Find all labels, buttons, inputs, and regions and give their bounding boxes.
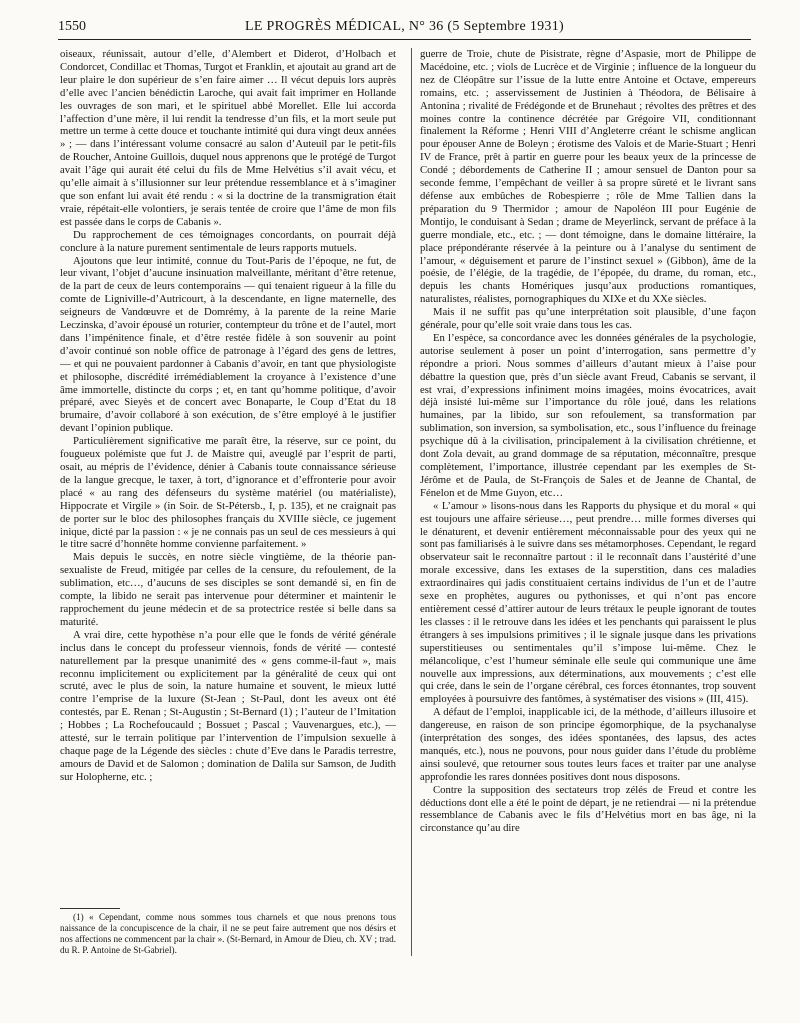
footnote-rule — [60, 908, 120, 909]
paragraph: guerre de Troie, chute de Pisistrate, règne d’Aspasie, mort de Philippe de Macédoine, etc. ; viols de Lucrèce et de Virginie ; influence de la longueur du nez de Cléopâtre sur l’issue de la lutte entre Antoine et Octave, empereurs romains, etc. ; asservissement de Justinien à Théodora, de Bélisaire à Antonina ; rivalité de Frédégonde et de Brunehaut ; révoltes des prêtres et des moines contre la continence décrétée par Grégoire VII, conditionnant finalement la Réforme ; Henri VIII d’Angleterre créant le schisme anglican pour épouser Anne de Boleyn ; érotisme des Valois et de Marie-Stuart ; Henri IV de France, prêt à partir en guerre pour les beaux yeux de la princesse de Condé ; débordements de Catherine II ; amour sensuel de Danton pour sa seconde femme, l’empêchant de veiller à sa propre sûreté et le livrant sans défense aux embûches de Robespierre ; rôle de Mme Tallien dans la préparation du 9 Thermidor ; amour de Napoléon III pour Eugénie de Montijo, le conduisant à Sedan ; drame de Meyerlinck, servant de préface à la guerre mondiale, etc., etc. ; — dont témoigne, dans le domaine littéraire, la place prépondérante réservée à la peinture ou à l’analyse du sentiment de l’amour, « déguisement et parure de l’instinct sexuel » (Gibbon), âme de la poésie, de l’élégie, de la tragédie, de l’épopée, du drame, du roman, etc., depuis les chants Homériques jusqu’aux productions romantiques, naturalistes, réalistes, pornographiques du XIXe et du XXe siècles. — [420, 48, 756, 306]
paragraph: Mais depuis le succès, en notre siècle vingtième, de la théorie pan-sexualiste de Freud, mitigée par celles de la censure, du refoulement, de la sublimation, etc…, d’aucuns de ses disciples se sont demandé si, en fin de compte, la libido ne serait pas intervenue pour déterminer et maintenir le rapprochement du jeune médecin et de sa protectrice restée si belle dans sa maturité. — [60, 551, 396, 628]
column-divider — [411, 48, 412, 956]
footnote — [60, 912, 396, 956]
left-column — [60, 48, 396, 1013]
paragraph: A défaut de l’emploi, inapplicable ici, de la méthode, d’ailleurs illusoire et dangereuse, en raison de son principe égomorphique, de la psychanalyse (interprétation des songes, des idées spontanées, des lapsus, des actes manqués, etc.), nous ne pouvons, pour nous guider dans l’étude du problème ainsi soulevé, que retourner sous toutes leurs faces et traiter par une analyse approfondie les rares données positives dont nous disposons. — [420, 706, 756, 783]
page-number: 1550 — [58, 19, 86, 34]
right-column — [420, 48, 756, 1013]
paragraph: oiseaux, réunissait, autour d’elle, d’Alembert et Diderot, d’Holbach et Condorcet, Condillac et Thomas, Turgot et Franklin, et ajoutait au grand art de leur plaire le don supérieur de s’en faire aimer … Il vécut depuis lors auprès d’elle avec l’ancien bénédictin Laroche, qui avait fait imprimer en Hollande les ouvrages de son mari, et le spirituel abbé Morellet. Elle lui accorda l’affection d’une mère, il lui rendit la tendresse d’un fils, et la mort seule put mettre un terme à cette douce et touchante intimité qui dura vingt deux années » ; — dans l’intéressant volume consacré au salon d’Auteuil par le petit-fils de Roucher, Antoine Guillois, duquel nous apprenons que le protégé de Turgot avait l’âge qui aurait été celui du fils de Mme Helvétius s’il avait vécu, et qu’elle aimait à s’illusionner sur leur prétendue ressemblance et à s’imaginer que son enfant lui avait été rendu : « si la doctrine de la transmigration était vraie, répétait-elle volontiers, je serais tentée de croire que l’âme de mon fils est passée dans le corps de Cabanis ». — [60, 48, 396, 228]
paragraph: Contre la supposition des sectateurs trop zélés de Freud et contre les déductions dont elle a été le point de départ, je ne retiendrai — ni la prétendue ressemblance de Cabanis avec le fils d’Helvétius mort en bas âge, ni la circonstance qu’au dire — [420, 783, 756, 835]
footnote-text: (1) « Cependant, comme nous sommes tous charnels et que nous prenons tous naissance de la concupiscence de la chair, il ne se peut faire autrement que nos désirs et nos affections ne commencent par la chair ». (St-Bernard, in Amour de Dieu, ch. XV ; trad. du R. P. Antoine de St-Gabriel). — [60, 912, 396, 955]
paragraph: Du rapprochement de ces témoignages concordants, on pourrait déjà conclure à la nature purement sentimentale de leurs rapports mutuels. — [60, 228, 396, 254]
page-header — [58, 19, 751, 40]
paragraph: A vrai dire, cette hypothèse n’a pour elle que le fonds de vérité générale inclus dans le concept du professeur viennois, fonds de vérité — contesté naturellement par la presque unanimité des « gens comme-il-faut », mais reconnu implicitement ou explicitement par la généralité de ceux qui ont scruté, avec le plus de soin, la nature humaine et souvent, le mieux lutté contre l’emprise de la luxure (St-Jean ; St-Paul, dont les aveux ont été contestés, par E. Renan ; St-Augustin ; St-Bernard (1) ; l’auteur de l’Imitation ; Hobbes ; La Rochefoucauld ; Bossuet ; Pascal ; Vauvenargues, etc.), — attesté, sur le terrain politique par l’intervention de l’impulsion sexuelle à chaque page de la Légende des siècles : chute d’Eve dans le Paradis terrestre, amours de David et de Salomon ; domination de Dalila sur Samson, de Judith sur Holopherne, etc. ; — [60, 628, 396, 783]
paragraph: Particulièrement significative me paraît être, la réserve, sur ce point, du fougueux polémiste que fut J. de Maistre qui, aveuglé par l’esprit de parti, osait, au mépris de l’évidence, dénier à Cabanis toute connaissance sérieuse de la langue grecque, le taxer, à tort, d’ignorance et d’effronterie pour avoir placé « au rang des défenseurs du système matériel (ou matérialiste), Hippocrate et Virgile » (in Soir. de St-Pétersb., I, p. 135), et ne craignait pas de porter sur le bloc des philosophes français du XVIIIe siècle, ce jugement inique, dicté par la passion : « je ne connais pas un seul de ces messieurs à qui le titre sacré d’honnête homme convienne parfaitement. » — [60, 435, 396, 551]
paragraph: Ajoutons que leur intimité, connue du Tout-Paris de l’époque, ne fut, de leur vivant, l’objet d’aucune insinuation malveillante, méritant d’être retenue, de la part de ceux de leurs contemporains — qui tenaient rigueur à la fille du comte de Ligniville-d’Autricourt, à la descendante, en ligne maternelle, des seigneurs de Vandœuvre et de Domrémy, à la parente de la reine Marie Leczinska, d’avoir épousé un roturier, contempteur du trône et de l’autel, mort dans l’impénitence finale, et d’être restée fidèle à son souvenir au point d’avoir continué son noble office de patronage à l’égard des gens de lettres, — et qui ne pouvaient pardonner à Cabanis d’avoir, en tant que physiologiste et philosophe, discrédité irrémédiablement la croyance à l’existence d’une âme immortelle, distincte du corps ; et, en tant qu’homme politique, d’avoir préparé, avec Sieyès et de concert avec Bonaparte, le Coup d’Etat du 18 brumaire, d’avoir collaboré à son exécution, de s’être employé à le justifier devant l’opinion publique. — [60, 254, 396, 435]
paragraph: En l’espèce, sa concordance avec les données générales de la psychologie, autorise seulement à poser un point d’interrogation, sans permettre d’y répondre a priori. Nous sommes d’ailleurs d’autant mieux à l’aise pour débattre la question que, près d’un siècle avant Freud, Cabanis se servant, il est vrai, d’expressions infiniment moins imagées, moins évocatrices, avait déjà insisté lui-même sur l’importance du rôle joué, dans les relations humaines, par la libido, sur son refoulement, sa transformation par sublimation, son inversion, sa symbolisation, etc., sous l’influence du freinage psychique dû à la civilisation, principalement à la civilisation chrétienne, et dont Zola devait, au grand dommage de sa réputation, méconnaître, presque complètement, l’importance, illustrée cependant par les exemples de St-Jérôme et de Paula, de St-François de Sales et de Jeanne de Chantal, de Fénelon et de Mme Guyon, etc… — [420, 331, 756, 499]
paragraph: Mais il ne suffit pas qu’une interprétation soit plausible, d’une façon générale, pour qu’elle soit vraie dans tous les cas. — [420, 306, 756, 332]
running-title: LE PROGRÈS MÉDICAL, N° 36 (5 Septembre 1931) — [245, 19, 564, 34]
paragraph: « L’amour » lisons-nous dans les Rapports du physique et du moral « qui est toujours une affaire sérieuse…, peut prendre… mille formes diverses qui le dénaturent, et devenir entièrement méconnaissable pour des yeux qui ne sont pas familiarisés à le suivre dans ses métamorphoses. Cependant, le regard observateur sait le reconnaître partout : il le reconnaît dans l’austérité d’une morale excessive, dans les extases de la superstition, dans ces maladies extraordinaires qui jadis constituaient certains individus de l’un et de l’autre sexe en prophètes, augures ou pythonisses, et qui n’ont pas encore entièrement cessé d’attirer autour de leurs trétaux le peuple ignorant de toutes les classes : il le retrouve dans les idées et les penchants qui paraissent le plus étrangers à ses impulsions primitives ; il le signale jusque dans les privations superstitieuses ou sentimentales qu’il s’impose lui-même. Chez le mélancolique, c’est l’humeur séminale elle seule qui communique une âme nouvelle aux impressions, aux déterminations, aux mouvements ; c’est elle qui crée, dans le sein de l’organe cérébral, ces forces étonnantes, trop souvent employées à poursuivre des fantômes, à systématiser des visions » (III, 415). — [420, 499, 756, 706]
